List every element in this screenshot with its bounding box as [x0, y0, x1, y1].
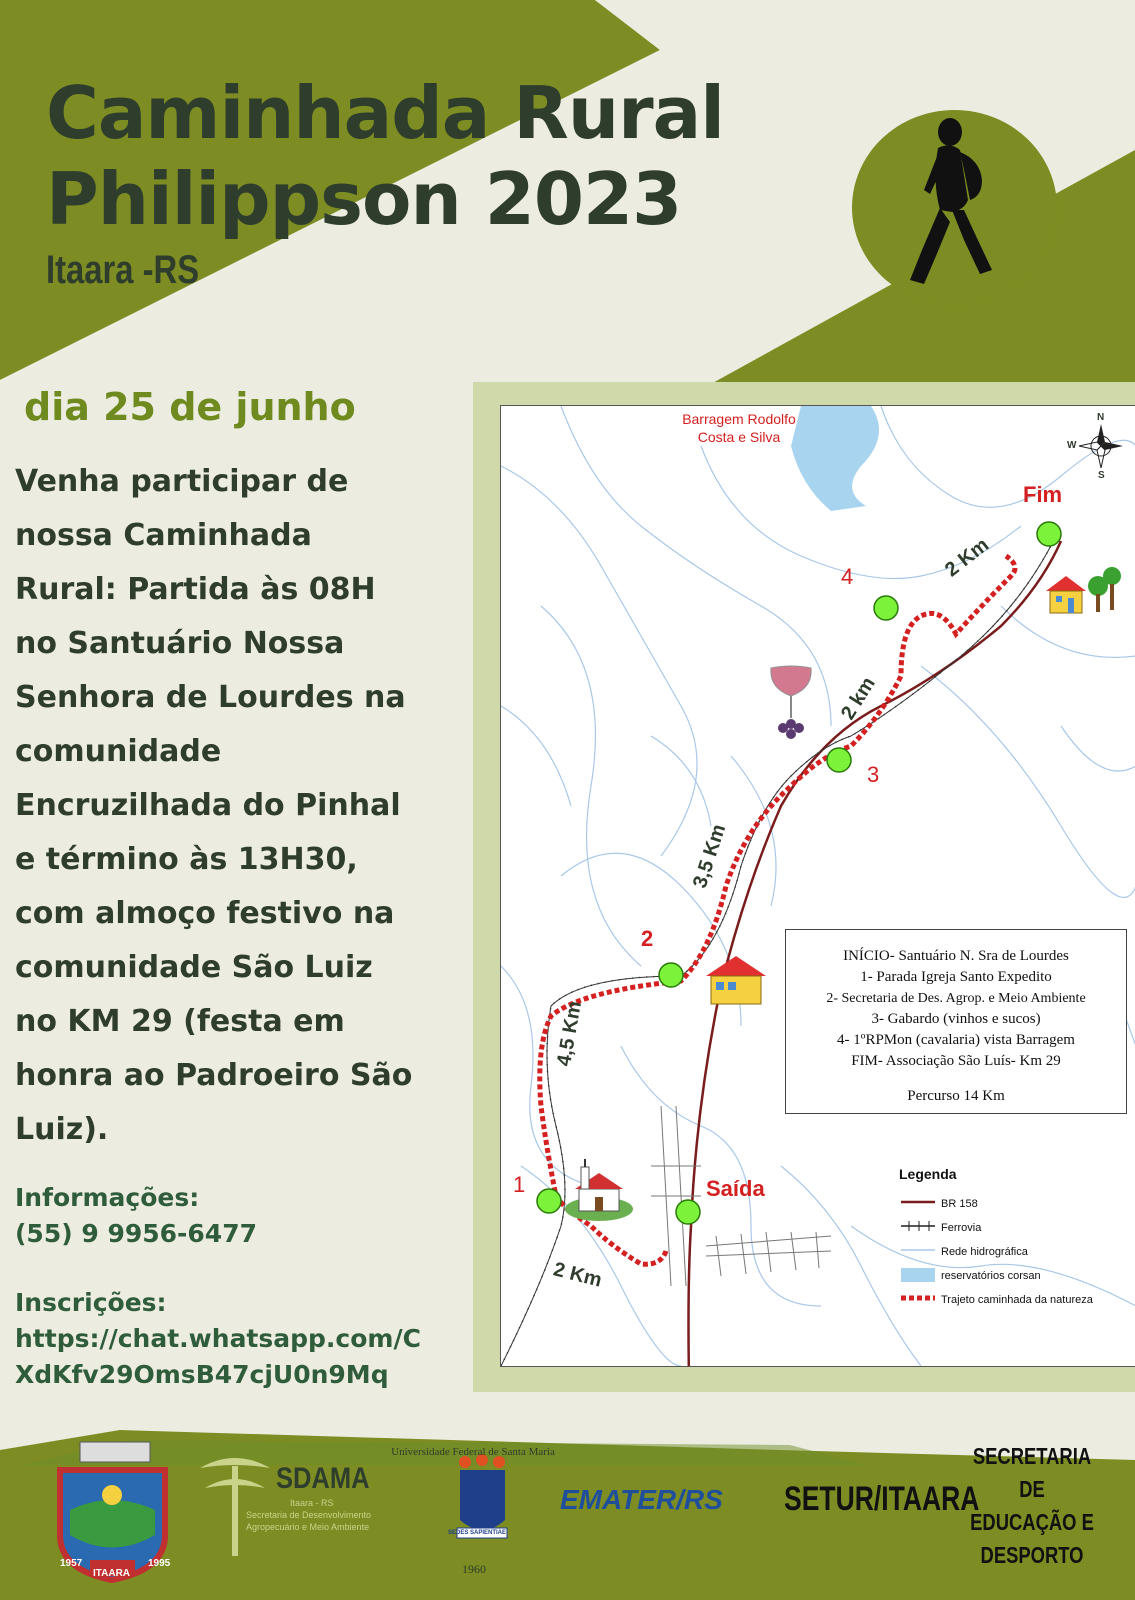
hiker-badge	[852, 110, 1057, 305]
ufsm-name: Universidade Federal de Santa Maria	[391, 1446, 555, 1458]
description-line: comunidade São Luiz	[15, 950, 373, 985]
emater-logo: EMATER/RS	[560, 1484, 723, 1515]
description-line: Venha participar de	[15, 464, 349, 499]
legend-item-ferrovia: Ferrovia	[941, 1222, 982, 1234]
house-end-icon	[1046, 567, 1121, 613]
secretaria-educacao-logo	[968, 1440, 1096, 1572]
description-line: honra ao Padroeiro São	[15, 1058, 413, 1093]
map-legend	[899, 1166, 1129, 1312]
route-info-line: FIM- Associação São Luís- Km 29	[851, 1053, 1061, 1069]
legend-title: Legenda	[899, 1166, 957, 1182]
route-info-line: 1- Parada Igreja Santo Expedito	[860, 969, 1052, 985]
itaara-year-2: 1995	[148, 1558, 171, 1569]
legend-item-hydro: Rede hidrográfica	[941, 1246, 1028, 1258]
point-1	[537, 1189, 561, 1213]
route-total: Percurso 14 Km	[907, 1088, 1005, 1104]
point-start	[676, 1200, 700, 1224]
route-info-line: 4- 1ºRPMon (cavalaria) vista Barragem	[837, 1032, 1075, 1048]
registration-info	[15, 1285, 421, 1393]
label-point-4: 4	[841, 564, 854, 589]
route-map	[500, 405, 1135, 1367]
registration-link[interactable]	[15, 1321, 421, 1393]
secretaria-line-3: DESPORTO	[980, 1542, 1084, 1568]
registration-link-line-2[interactable]: XdKfv29OmsB47cjU0n9Mq	[15, 1360, 389, 1389]
compass-s: S	[1098, 470, 1105, 481]
reservoir-label-line-2: Costa e Silva	[697, 429, 781, 445]
route-info-line: INÍCIO- Santuário N. Sra de Lourdes	[843, 948, 1069, 964]
registration-link-line-1[interactable]: https://chat.whatsapp.com/C	[15, 1324, 421, 1353]
point-4	[874, 596, 898, 620]
label-point-3: 3	[867, 762, 880, 787]
itaara-name: ITAARA	[93, 1568, 131, 1579]
distance-start: 2 Km	[551, 1258, 604, 1292]
description-line: Rural: Partida às 08H	[15, 572, 376, 607]
route-info-line: 2- Secretaria de Des. Agrop. e Meio Ambiente	[826, 991, 1086, 1006]
walking-route	[540, 556, 1015, 1264]
sdama-title: SDAMA	[276, 1462, 370, 1495]
label-point-2: 2	[641, 926, 654, 951]
compass-n: N	[1097, 412, 1105, 423]
description-line: Luiz).	[15, 1112, 109, 1147]
event-description	[15, 455, 495, 1157]
distance-1-2: 4,5 Km	[553, 999, 587, 1068]
route-points	[537, 522, 1061, 1224]
legend-item-route: Trajeto caminhada da natureza	[941, 1294, 1093, 1306]
ufsm-year: 1960	[462, 1562, 486, 1576]
reservoir-label-line-1: Barragem Rodolfo	[682, 411, 796, 427]
point-2	[659, 963, 683, 987]
registration-label: Inscrições:	[15, 1288, 167, 1317]
compass-icon	[1079, 424, 1123, 468]
wine-icon	[771, 666, 811, 739]
title-line-2: Philippson 2023	[46, 157, 682, 241]
distance-4-end: 2 Km	[941, 533, 994, 582]
legend-item-br158: BR 158	[941, 1198, 978, 1210]
description-line: comunidade	[15, 734, 222, 769]
point-end	[1037, 522, 1061, 546]
label-point-1: 1	[513, 1172, 526, 1197]
title-line-1: Caminhada Rural	[46, 71, 724, 155]
description-line: com almoço festivo na	[15, 896, 395, 931]
label-start: Saída	[706, 1176, 765, 1201]
sponsor-logos	[0, 1440, 1135, 1600]
sdama-sub-1: Itaara - RS	[290, 1498, 334, 1508]
distance-3-4: 2 km	[837, 673, 880, 724]
legend-item-reservoir: reservatórios corsan	[941, 1270, 1041, 1282]
contact-info	[15, 1180, 257, 1252]
description-line: Encruzilhada do Pinhal	[15, 788, 401, 823]
setur-logo: SETUR/ITAARA	[784, 1480, 980, 1518]
description-line: no Santuário Nossa	[15, 626, 345, 661]
route-info-box	[785, 929, 1127, 1114]
label-end: Fim	[1023, 482, 1063, 507]
route-info-line: 3- Gabardo (vinhos e sucos)	[871, 1011, 1041, 1027]
compass-w: W	[1067, 440, 1077, 451]
description-line: no KM 29 (festa em	[15, 1004, 345, 1039]
event-date: dia 25 de junho	[24, 385, 356, 429]
ufsm-motto: SEDES SAPIENTIAE	[448, 1530, 507, 1536]
house-secretaria-icon	[706, 956, 766, 1004]
sdama-sub-3: Agropecuário e Meio Ambiente	[246, 1522, 370, 1532]
sdama-sub-2: Secretaria de Desenvolvimento	[246, 1510, 372, 1520]
page-title	[46, 70, 724, 242]
hiker-icon	[852, 110, 1057, 305]
info-label: Informações:	[15, 1183, 200, 1212]
secretaria-line-1: SECRETARIA DE	[972, 1443, 1092, 1502]
secretaria-line-2: EDUCAÇÃO E	[970, 1509, 1094, 1535]
location-subtitle: Itaara -RS	[46, 248, 200, 292]
description-line: nossa Caminhada	[15, 518, 312, 553]
distance-2-3: 3,5 Km	[689, 821, 731, 891]
description-line: e término às 13H30,	[15, 842, 358, 877]
araucaria-tree-icon	[195, 1448, 275, 1558]
church-icon	[565, 1159, 633, 1221]
description-line: Senhora de Lourdes na	[15, 680, 406, 715]
info-phone[interactable]: (55) 9 9956-6477	[15, 1219, 257, 1248]
point-3	[827, 748, 851, 772]
itaara-year-1: 1957	[60, 1558, 83, 1569]
reservoir-label	[639, 410, 839, 446]
